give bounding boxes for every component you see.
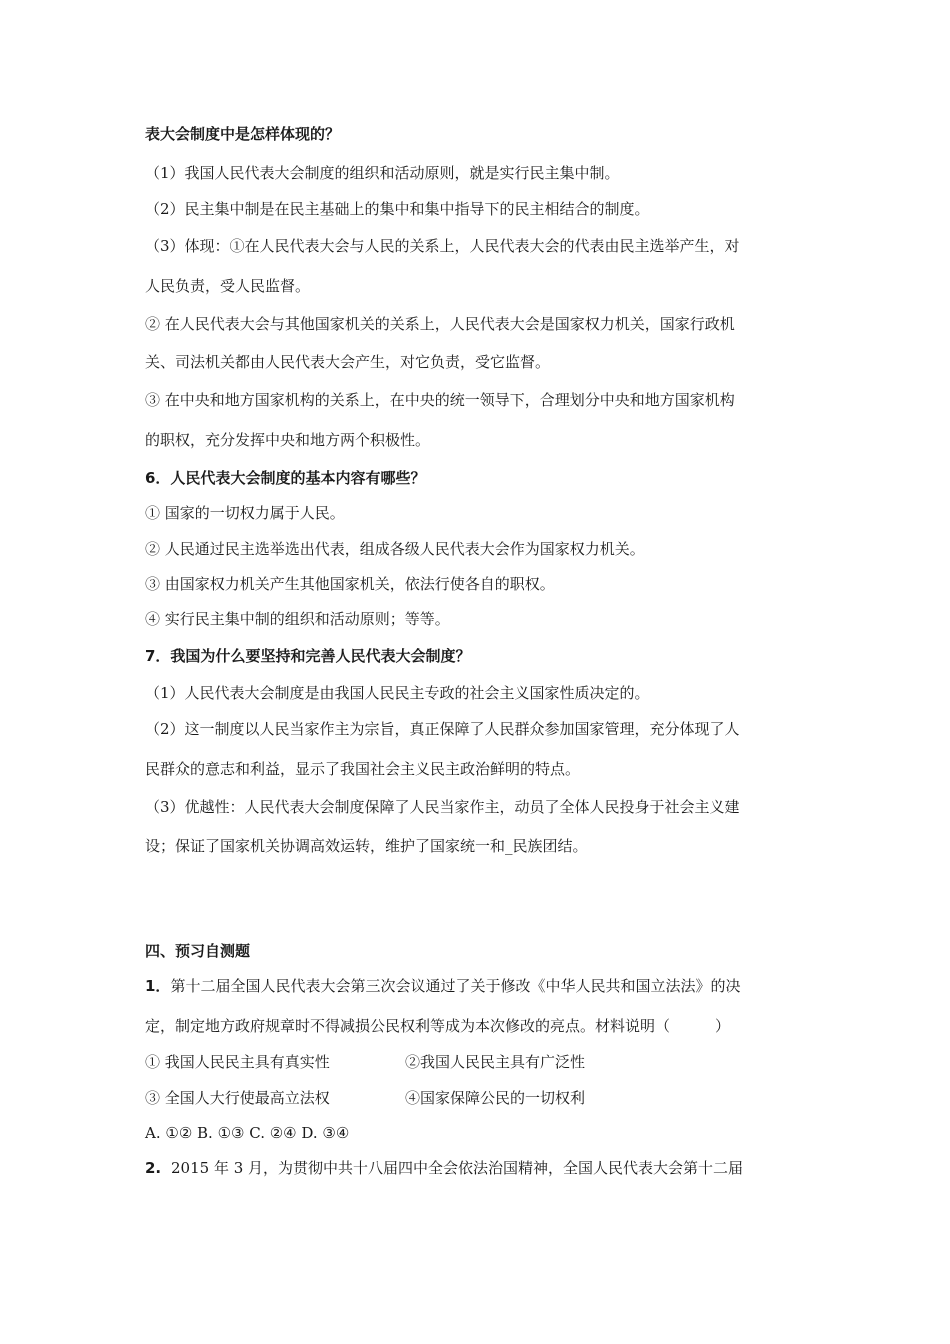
q6-answer-1: ① 国家的一切权力属于人民。 [145,504,345,522]
q1-line-2: 定，制定地方政府规章时不得减损公民权利等成为本次修改的亮点。材料说明（ ） [145,1017,731,1035]
q5-answer-3-line-3: ② 在人民代表大会与其他国家机关的关系上，人民代表大会是国家权力机关，国家行政机 [145,315,735,333]
q7-answer-1: （1）人民代表大会制度是由我国人民民主专政的社会主义国家性质决定的。 [145,684,650,702]
q5-heading: 表大会制度中是怎样体现的？ [145,125,341,143]
q1-stem-1: 第十二届全国人民代表大会第三次会议通过了关于修改《中华人民共和国立法法》的决 [170,977,741,995]
q1-choices: A. ①② B. ①③ C. ②④ D. ③④ [145,1124,350,1142]
q6-answer-3: ③ 由国家权力机关产生其他国家机关，依法行使各自的职权。 [145,575,555,593]
q7-answer-2-line-2: 民群众的意志和利益，显示了我国社会主义民主政治鲜明的特点。 [145,760,581,778]
q7-answer-2-line-1: （2）这一制度以人民当家作主为宗旨，真正保障了人民群众参加国家管理，充分体现了人 [145,720,740,738]
section-4-heading: 四、预习自测题 [145,942,251,960]
q7-answer-3-line-1: （3）优越性：人民代表大会制度保障了人民当家作主，动员了全体人民投身于社会主义建 [145,798,740,816]
q5-answer-1: （1）我国人民代表大会制度的组织和活动原则，就是实行民主集中制。 [145,164,620,182]
q6-answer-2: ② 人民通过民主选举选出代表，组成各级人民代表大会作为国家权力机关。 [145,540,645,558]
q5-answer-3-line-4: 关、司法机关都由人民代表大会产生，对它负责，受它监督。 [145,353,551,371]
q1-option-2: ②我国人民民主具有广泛性 [405,1053,586,1071]
q1-option-3: ③ 全国人大行使最高立法权 [145,1089,330,1107]
q6-answer-4: ④ 实行民主集中制的组织和活动原则；等等。 [145,610,450,628]
q1-option-4: ④国家保障公民的一切权利 [405,1089,586,1107]
q2-line-1 [145,1158,743,1178]
q7-heading: 7．我国为什么要坚持和完善人民代表大会制度？ [145,647,471,665]
q1-number: 1． [145,977,171,995]
q5-answer-3-line-1: （3）体现：①在人民代表大会与人民的关系上，人民代表大会的代表由民主选举产生，对 [145,237,740,255]
q6-heading: 6．人民代表大会制度的基本内容有哪些？ [145,469,426,487]
q5-answer-3-line-2: 人民负责，受人民监督。 [145,277,311,295]
q1-options-row-1 [145,1052,585,1072]
q2-number: 2. [145,1159,162,1177]
q1-option-1: ① 我国人民民主具有真实性 [145,1053,330,1071]
q1-line-1 [145,976,740,996]
q1-options-row-2 [145,1088,585,1108]
q5-answer-2: （2）民主集中制是在民主基础上的集中和集中指导下的民主相结合的制度。 [145,200,650,218]
q2-stem-1: 2015 年 3 月，为贯彻中共十八届四中全会依法治国精神，全国人民代表大会第十二届 [171,1159,744,1177]
q5-answer-3-line-5: ③ 在中央和地方国家机构的关系上，在中央的统一领导下，合理划分中央和地方国家机构 [145,391,735,409]
q5-answer-3-line-6: 的职权，充分发挥中央和地方两个积极性。 [145,431,431,449]
q7-answer-3-line-2: 设；保证了国家机关协调高效运转，维护了国家统一和_民族团结。 [145,837,588,855]
